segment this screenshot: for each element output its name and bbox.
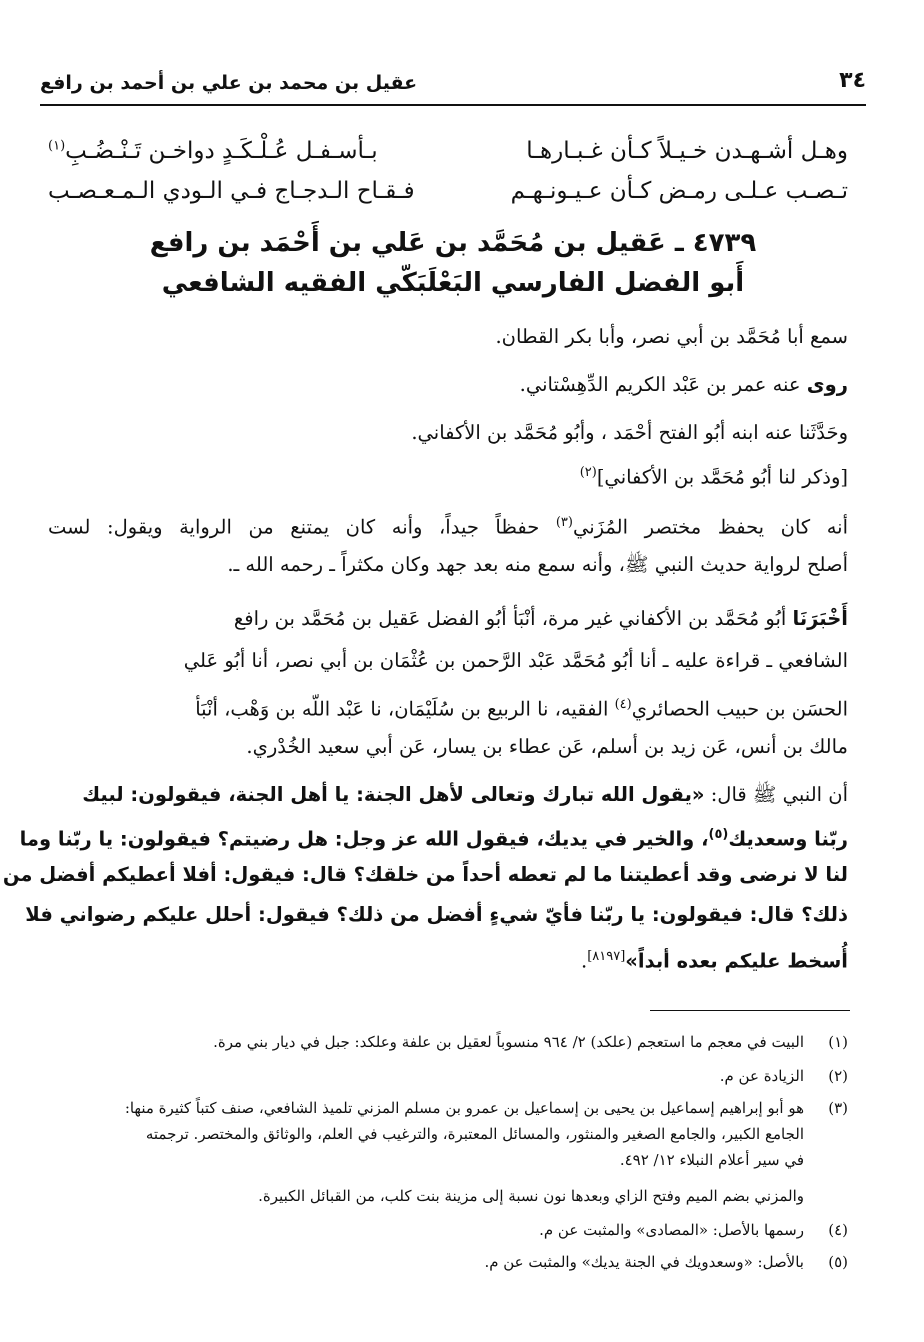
body-line: وحَدَّثَنا عنه ابنه أبُو الفتح أحْمَد ، وأبُو مُحَمَّد بن الأكفاني. [411,421,848,444]
bold-term: روى [806,373,848,396]
footnote-text: والمزني بضم الميم وفتح الزاي وبعدها نون نسبة إلى مزينة بنت كلب، من القبائل الكبيرة. [258,1187,804,1205]
footnote-number: (٤) [828,1221,848,1239]
footnote-number: (١) [828,1033,848,1051]
footnote-number: (٥) [828,1253,848,1271]
entry-subtitle: أَبو الفضل الفارسي البَعْلَبَكّي الفقيه الشافعي [161,268,745,298]
body-line [48,942,848,977]
footnote-text: الزيادة عن م. [719,1067,804,1085]
period: . [581,949,588,973]
footnote-number: (٢) [828,1067,848,1085]
footnote-number: (٣) [828,1099,848,1117]
body-line: لنا لا نرضى وقد أعطيتنا ما لم تعطه أحداً من خلقك؟ قال: فيقول: أفلا أعطيكم أفضل من [2,863,848,886]
body-text: أن النبي ﷺ قال: [704,783,848,806]
body-line [48,458,848,493]
footnote-text: بالأصل: «وسعدويك في الجنة يديك» والمثبت عن م. [484,1253,804,1271]
body-line: أصلح لرواية حديث النبي ﷺ، وأنه سمع منه بعد جهد وكان مكثراً ـ رحمه الله ـ. [227,553,848,576]
verse-1-first-hemistich: وهـل أشـهـدن خـيـلاً كـأن غـبـارهـا [526,138,848,164]
body-line [48,508,848,543]
running-header-title: عقيل بن محمد بن علي بن أحمد بن رافع [40,72,418,94]
hadith-number: [٨١٩٧] [587,949,626,964]
body-line: ذلك؟ قال: فيقولون: يا ربّنا فأيّ شيءٍ أفضل من ذلك؟ فيقول: أحلل عليكم رضواني فلا [25,903,848,926]
footnote-text: الجامع الكبير، والجامع الصغير والمنثور، والمسائل المعتبرة، والترغيب في العلم، والوثائق والمختصر. ترجمته [145,1125,804,1143]
body-text: الفقيه، نا الربيع بن سُلَيْمَان، نا عَبْد اللّه بن وَهْب، أنْبَأ [195,697,615,721]
body-line [19,820,848,855]
footnote-text: رسمها بالأصل: «المصادى» والمثبت عن م. [539,1221,804,1239]
body-text: أنه كان يحفظ مختصر المُزَني [572,515,849,539]
verse-2-second-hemistich: فـقـاح الـدجـاج فـي الـودي الـمـعـصـب [48,178,415,204]
footnote-ref-5: (٥) [708,827,729,842]
footnote-ref-1: (١) [48,138,66,154]
footnote-divider [650,1010,850,1011]
body-line: الشافعي ـ قراءة عليه ـ أنا أبُو مُحَمَّد عَبْد الرَّحمن بن عُثْمَان بن أبي نصر، أنا أبُو عَلي [183,649,848,672]
body-line [48,780,848,810]
footnote-ref-4: (٤) [614,697,632,712]
header-divider [40,104,866,106]
body-text: [وذكر لنا أبُو مُحَمَّد بن الأكفاني] [596,465,848,489]
hadith-text: ربّنا وسعديك [728,827,848,851]
verse-1-second-hemistich [48,138,378,164]
verse-2-first-hemistich: تـصـب عـلـى رمـض كـأن عـيـونـهـم [510,178,848,204]
footnote-text: البيت في معجم ما استعجم (علكد) ٢/ ٩٦٤ منسوباً لعقيل بن علفة وعلكد: جبل في ديار بني مرة. [213,1033,804,1051]
footnote-ref-2: (٢) [579,465,597,480]
body-text: عنه عمر بن عَبْد الكريم الدِّهِسْتاني. [519,373,807,396]
body-line: مالك بن أنس، عَن زيد بن أسلم، عَن عطاء بن يسار، عَن أبي سعيد الخُدْري. [246,735,848,758]
body-line [48,604,848,634]
body-text: حفظاً جيداً، وأنه كان يمتنع من الرواية ويقول: لست [48,515,556,539]
poem-verse-1 [48,138,848,174]
body-line [48,690,848,725]
body-text: الحسَن بن حبيب الحصائري [631,697,848,721]
body-text: أبُو مُحَمَّد بن الأكفاني غير مرة، أنْبَأ أبُو الفضل عَقيل بن مُحَمَّد بن رافع [233,607,793,630]
footnote-ref-3: (٣) [555,515,573,530]
verse-1-second-text: بـأسـفـل عُـلْـكَـدٍ دواخـن تَـنْـضُـبِ [65,138,378,164]
hadith-text: ، والخير في يديك، فيقول الله عز وجل: هل رضيتم؟ فيقولون: يا ربّنا وما [19,827,709,851]
body-line: سمع أبا مُحَمَّد بن أبي نصر، وأبا بكر القطان. [495,325,848,348]
hadith-text: أُسخط عليكم بعده أبداً» [625,949,848,973]
body-line [48,370,848,400]
footnote-text: في سير أعلام النبلاء ١٢/ ٤٩٢. [619,1151,804,1169]
hadith-text: «يقول الله تبارك وتعالى لأهل الجنة: يا أهل الجنة، فيقولون: لبيك [82,783,705,806]
footnote-text: هو أبو إبراهيم إسماعيل بن يحيى بن إسماعيل بن عمرو بن مسلم المزني تلميذ الشافعي، صنف كتباً كثيرة منها: [124,1099,804,1117]
page-number: ٣٤ [839,68,866,93]
entry-title: ٤٧٣٩ ـ عَقيل بن مُحَمَّد بن عَلي بن أَحْمَد بن رافع [149,228,757,258]
poem-verse-2 [48,178,848,214]
bold-term: أَخْبَرَنَا [792,607,848,630]
